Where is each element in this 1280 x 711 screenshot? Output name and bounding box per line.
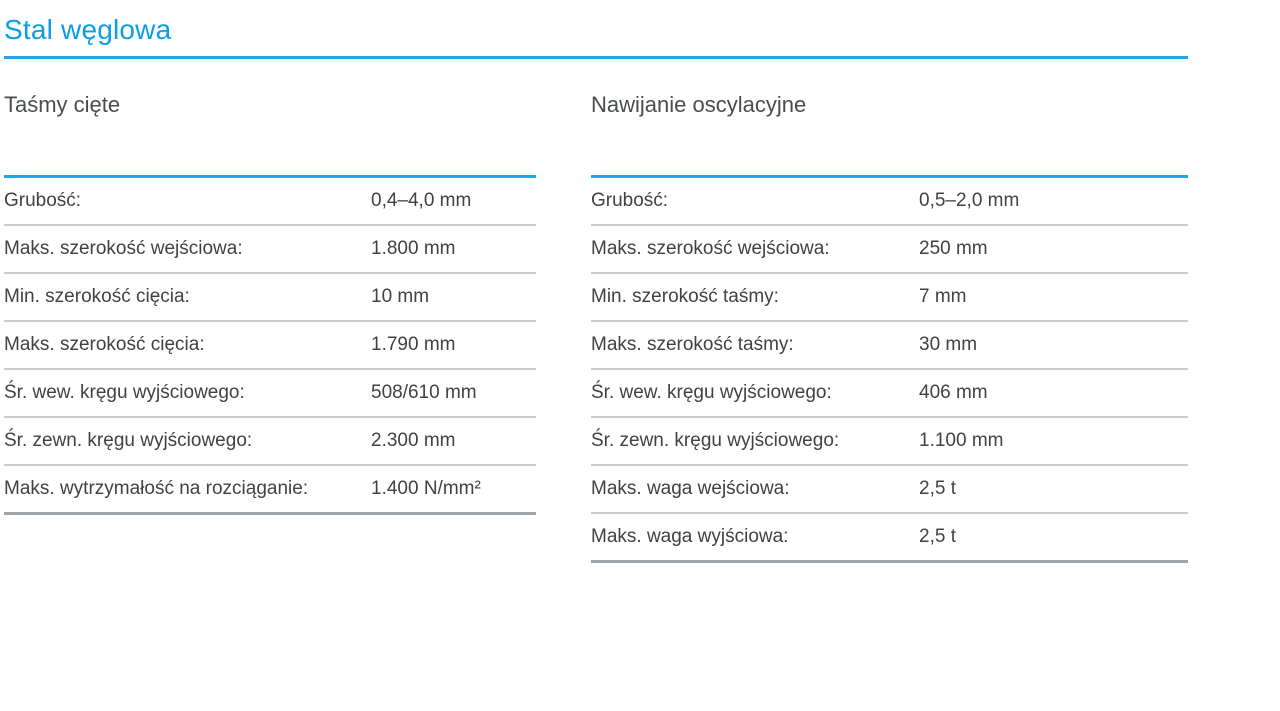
spec-label: Maks. szerokość wejściowa: [591, 238, 830, 259]
table-row [4, 178, 536, 226]
spec-table [4, 175, 536, 515]
spec-value: 1.400 N/mm² [371, 478, 481, 499]
title-divider [4, 56, 1188, 59]
table-row [591, 466, 1188, 514]
spec-value: 0,5–2,0 mm [919, 190, 1020, 211]
spec-label: Grubość: [591, 190, 669, 211]
table-row [4, 418, 536, 466]
table-row [4, 226, 536, 274]
section-heading: Nawijanie oscylacyjne [591, 92, 807, 117]
spec-label: Min. szerokość cięcia: [4, 286, 190, 307]
table-row [591, 418, 1188, 466]
spec-value: 2,5 t [919, 526, 956, 547]
section-heading: Taśmy cięte [4, 92, 121, 117]
spec-value: 2.300 mm [371, 430, 456, 451]
spec-value: 406 mm [919, 382, 988, 403]
spec-label: Śr. wew. kręgu wyjściowego: [4, 382, 245, 403]
page-title: Stal węglowa [4, 14, 172, 45]
spec-label: Śr. zewn. kręgu wyjściowego: [591, 430, 840, 451]
table-row [591, 274, 1188, 322]
spec-value: 7 mm [919, 286, 967, 307]
spec-value: 2,5 t [919, 478, 956, 499]
table-row [4, 322, 536, 370]
spec-label: Maks. wytrzymałość na rozciąganie: [4, 478, 309, 499]
spec-label: Maks. waga wyjściowa: [591, 526, 789, 547]
table-row [591, 514, 1188, 563]
table-row [591, 370, 1188, 418]
spec-table [591, 175, 1188, 563]
spec-value: 0,4–4,0 mm [371, 190, 472, 211]
spec-value: 30 mm [919, 334, 978, 355]
spec-value: 1.790 mm [371, 334, 456, 355]
table-row [4, 466, 536, 515]
spec-label: Śr. zewn. kręgu wyjściowego: [4, 430, 253, 451]
spec-label: Maks. waga wejściowa: [591, 478, 790, 499]
spec-value: 250 mm [919, 238, 988, 259]
table-row [591, 226, 1188, 274]
table-row [4, 274, 536, 322]
spec-label: Maks. szerokość wejściowa: [4, 238, 243, 259]
spec-value: 1.100 mm [919, 430, 1004, 451]
spec-value: 508/610 mm [371, 382, 477, 403]
spec-label: Śr. wew. kręgu wyjściowego: [591, 382, 832, 403]
spec-label: Maks. szerokość cięcia: [4, 334, 205, 355]
spec-label: Grubość: [4, 190, 82, 211]
spec-value: 10 mm [371, 286, 430, 307]
table-row [591, 322, 1188, 370]
spec-value: 1.800 mm [371, 238, 456, 259]
table-row [4, 370, 536, 418]
spec-label: Min. szerokość taśmy: [591, 286, 779, 307]
table-row [591, 178, 1188, 226]
spec-label: Maks. szerokość taśmy: [591, 334, 794, 355]
